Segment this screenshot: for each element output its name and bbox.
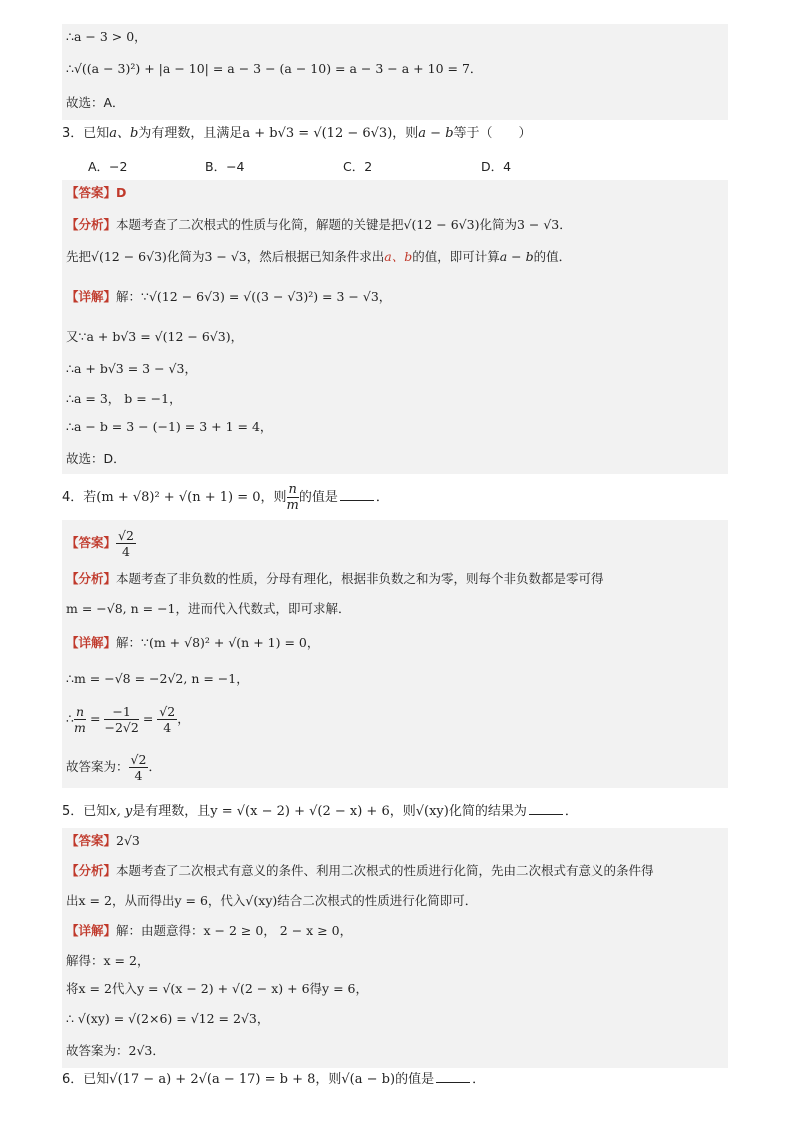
question-5-blank <box>529 814 563 815</box>
question-4-detail-4: 故答案为： $\frac{√2}{4}$ ． <box>66 752 161 783</box>
question-3-detail-5: ∴a − b = 3 − (−1) = 3 + 1 = 4， <box>66 419 273 434</box>
question-4-stem: 4．若(m + √8)² + √(n + 1) = 0，则 $\frac{n}{m}$ 的值是 ． <box>62 482 389 513</box>
question-5-detail-2: 解得：x = 2， <box>66 953 150 968</box>
question-3-option-a: A．−2 <box>88 159 128 174</box>
question-5-stem: 5．已知x, y是有理数，且y = √(x − 2) + √(2 − x) + 6，则√(xy)化简的结果为 ． <box>62 804 578 819</box>
question-4-solution-block <box>62 520 728 788</box>
question-3-detail-2: 又∵a + b√3 = √(12 − 6√3)， <box>66 329 244 344</box>
question-3-detail-6: 故选：D． <box>66 451 126 466</box>
prev-line-3: 故选：A． <box>66 95 125 110</box>
question-5-analysis-2: 出x = 2，从而得出y = 6，代入√(xy)结合二次根式的性质进行化简即可． <box>66 893 478 908</box>
question-6-blank <box>436 1082 470 1083</box>
question-4-answer: 【答案】 $\frac{√2}{4}$ <box>66 528 134 559</box>
question-5-detail-1: 【详解】解：由题意得：x − 2 ≥ 0， 2 − x ≥ 0， <box>66 923 353 938</box>
question-3-option-d: D．4 <box>481 159 512 174</box>
question-5-detail-4: ∴ √(xy) = √(2×6) = √12 = 2√3， <box>66 1011 270 1026</box>
question-5-answer: 【答案】2√3 <box>66 833 140 848</box>
question-6-stem: 6．已知√(17 − a) + 2√(a − 17) = b + 8，则√(a − b)的值是 ． <box>62 1072 486 1087</box>
question-3-detail-1: 【详解】解：∵√(12 − 6√3) = √((3 − √3)²) = 3 − √3， <box>66 289 392 304</box>
prev-line-1: ∴a − 3 > 0， <box>66 29 147 44</box>
question-3-analysis-1: 【分析】本题考查了二次根式的性质与化简，解题的关键是把√(12 − 6√3)化简为3 − √3． <box>66 217 572 232</box>
question-3-detail-4: ∴a = 3， b = −1， <box>66 391 182 406</box>
prev-line-2: ∴√((a − 3)²) + |a − 10| = a − 3 − (a − 10) = a − 3 − a + 10 = 7． <box>66 61 483 76</box>
question-4-detail-2: ∴m = −√8 = −2√2, n = −1， <box>66 671 249 686</box>
question-4-blank <box>340 500 374 501</box>
question-4-detail-3: ∴ $\frac{n}{m}$ = $\frac{-1}{-2√2}$ = $\frac{√2}{4}$ ， <box>66 704 190 735</box>
question-3-analysis-2: 先把√(12 − 6√3)化简为3 − √3，然后根据已知条件求出a、b的值，即可计算a − b的值． <box>66 249 572 264</box>
question-3-answer: 【答案】D <box>66 185 127 200</box>
question-4-analysis-2: m = −√8, n = −1，进而代入代数式，即可求解． <box>66 601 351 616</box>
question-3-stem: 3．已知a、b为有理数，且满足a + b√3 = √(12 − 6√3)，则a − b等于（ ） <box>62 126 532 141</box>
question-5-detail-5: 故答案为：2√3． <box>66 1043 165 1058</box>
question-3-option-b: B．−4 <box>205 159 245 174</box>
question-4-detail-1: 【详解】解：∵(m + √8)² + √(n + 1) = 0， <box>66 635 320 650</box>
question-5-detail-3: 将x = 2代入y = √(x − 2) + √(2 − x) + 6得y = 6， <box>66 981 368 996</box>
question-3-option-c: C．2 <box>343 159 373 174</box>
question-4-analysis-1: 【分析】本题考查了非负数的性质，分母有理化，根据非负数之和为零，则每个非负数都是零可得 <box>66 571 604 586</box>
question-5-analysis-1: 【分析】本题考查了二次根式有意义的条件、利用二次根式的性质进行化简，先由二次根式有意义的条件得 <box>66 863 654 878</box>
question-3-detail-3: ∴a + b√3 = 3 − √3， <box>66 361 197 376</box>
